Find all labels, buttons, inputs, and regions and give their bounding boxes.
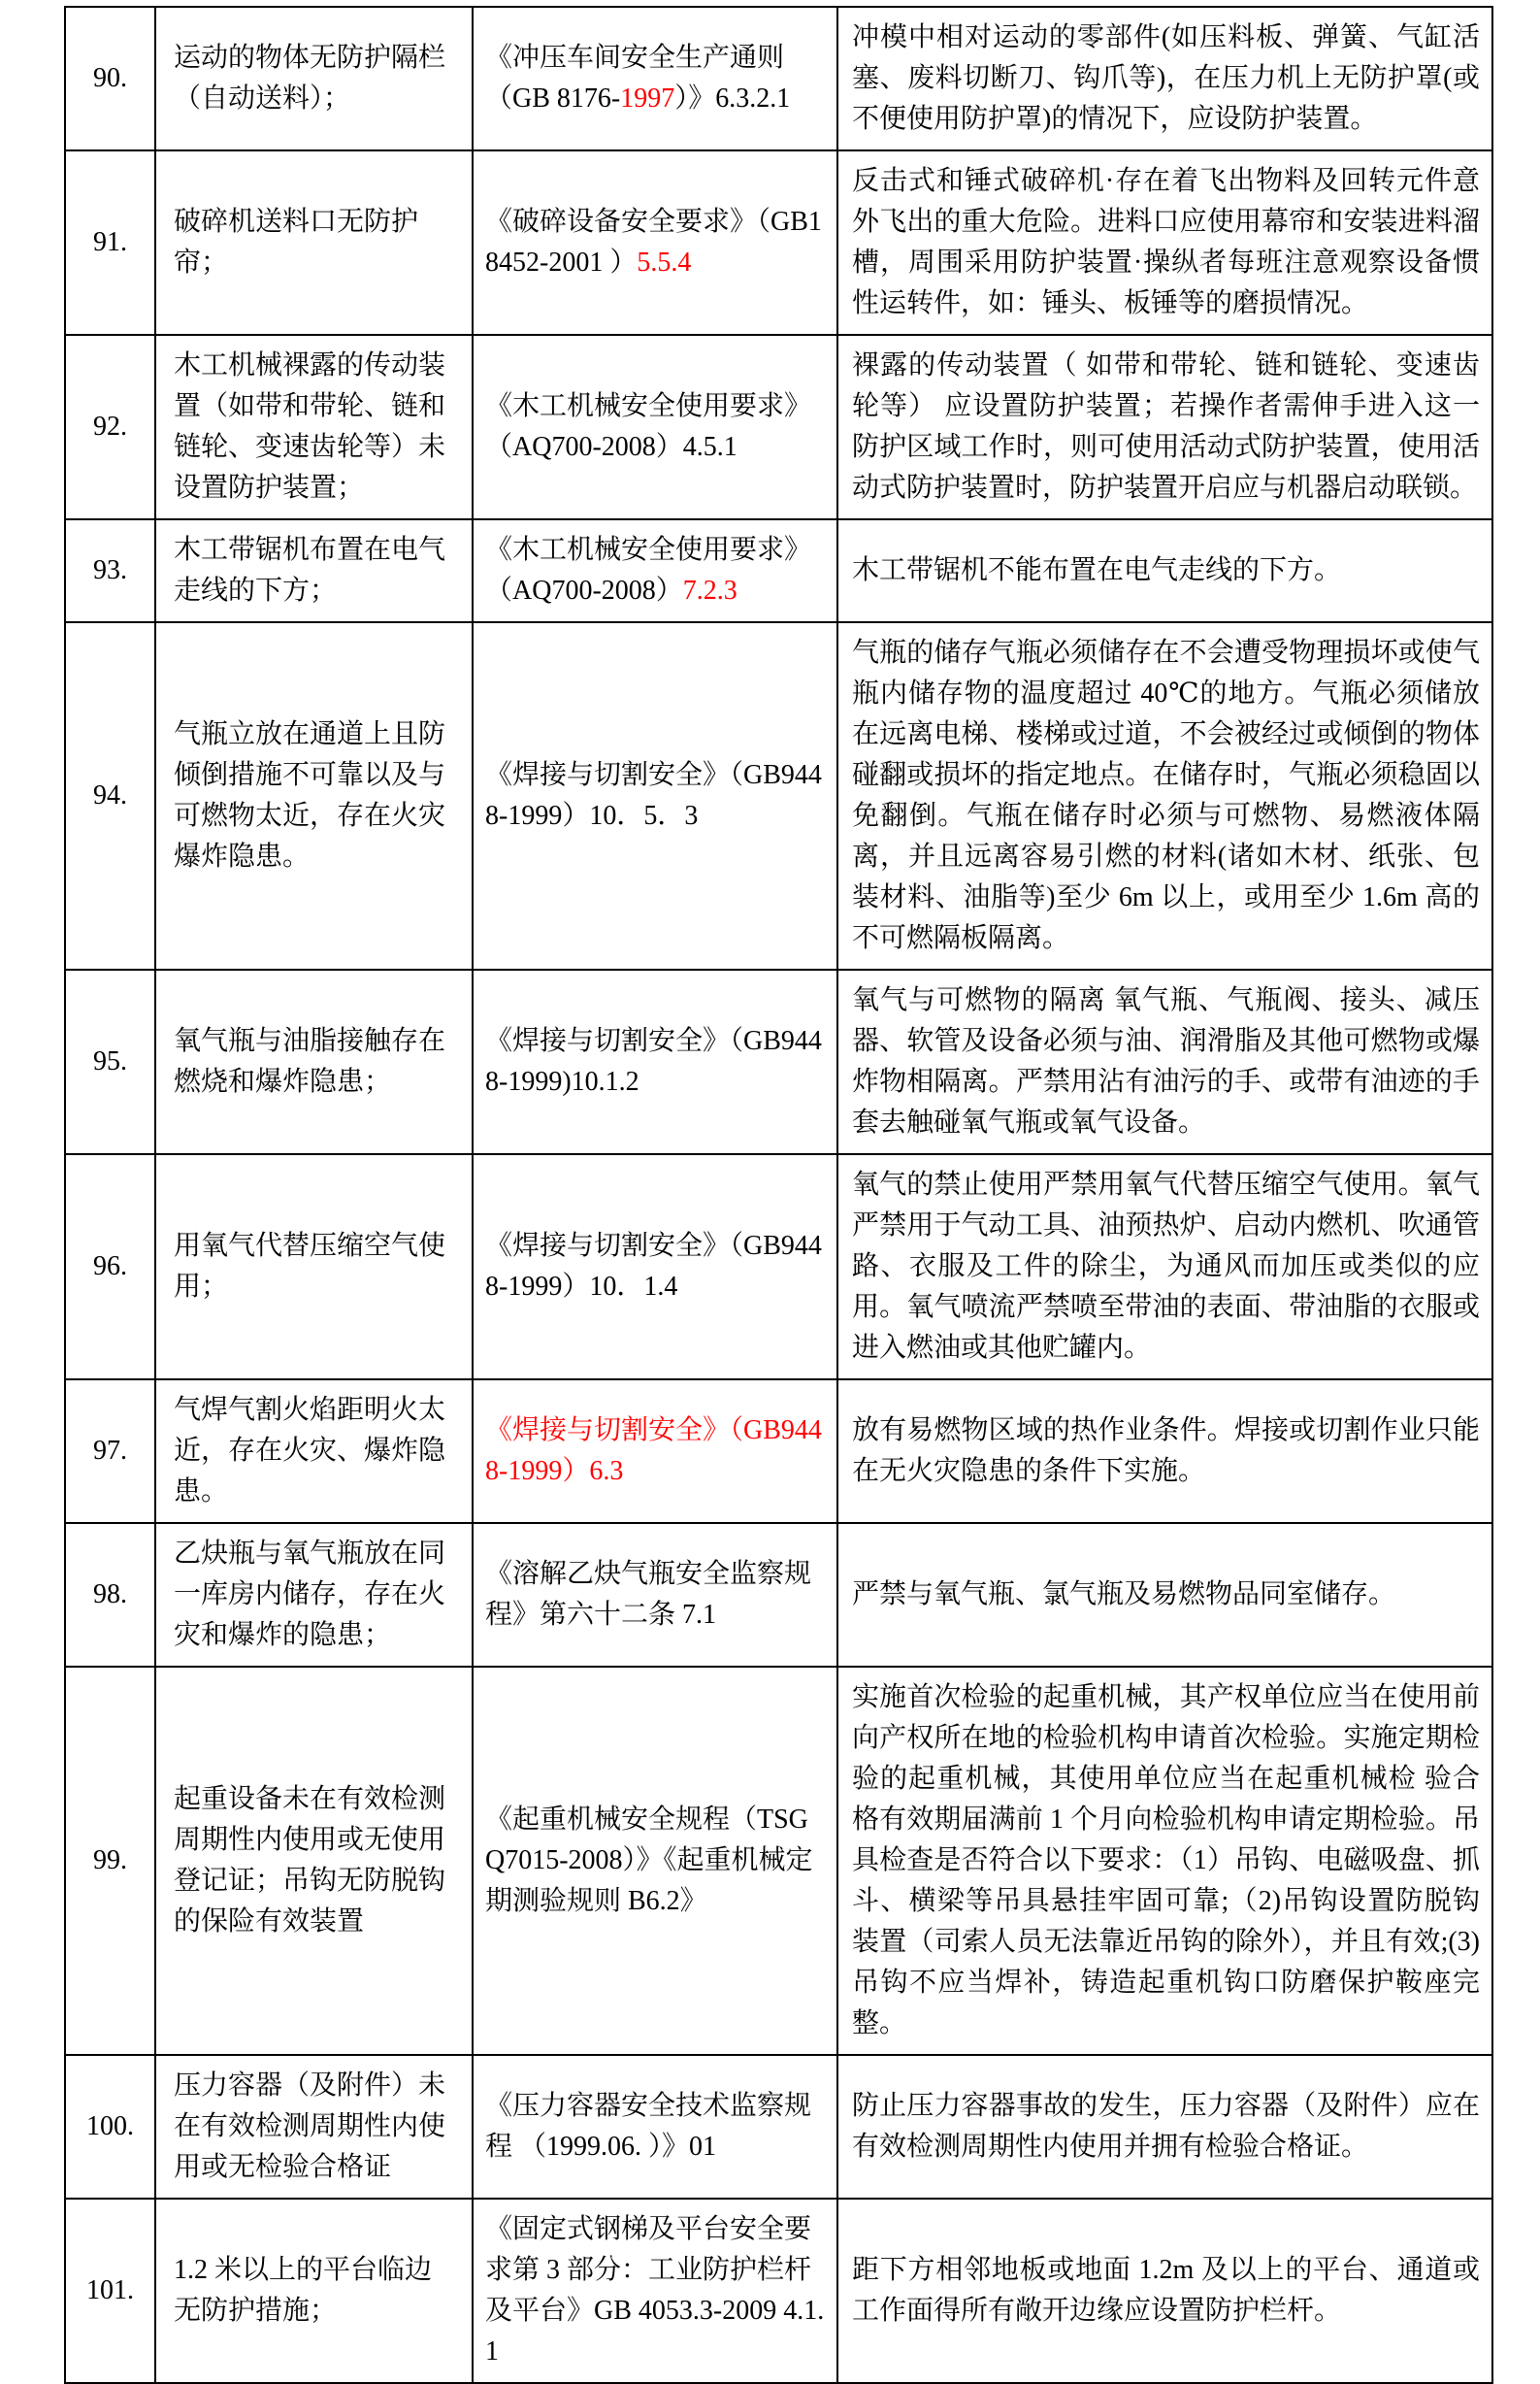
hazard-description-cell: 压力容器（及附件）未在有效检测周期性内使用或无检验合格证	[155, 2055, 473, 2199]
hazard-description-cell: 木工机械裸露的传动装置（如带和带轮、链和链轮、变速齿轮等）未设置防护装置；	[155, 335, 473, 519]
explanation-cell: 冲模中相对运动的零部件(如压料板、弹簧、气缸活塞、废料切断刀、钩爪等)，在压力机上无防护罩(或不便使用防护罩)的情况下，应设防护装置。	[837, 7, 1492, 150]
standard-reference-cell	[473, 1667, 837, 2055]
hazard-description-cell: 用氧气代替压缩空气使用；	[155, 1154, 473, 1379]
explanation-cell: 气瓶的储存气瓶必须储存在不会遭受物理损坏或使气瓶内储存物的温度超过 40℃的地方。气瓶必须储放在远离电梯、楼梯或过道，不会被经过或倾倒的物体碰翻或损坏的指定地点。在储存时，气瓶必须稳固以免翻倒。气瓶在储存时必须与可燃物、易燃液体隔离，并且远离容易引燃的材料(诸如木材、纸张、包装材料、油脂等)至少 6m 以上，或用至少 1.6m 高的不可燃隔板隔离。	[837, 622, 1492, 970]
row-number-cell: 97.	[65, 1379, 155, 1523]
standard-reference-cell	[473, 2199, 837, 2383]
explanation-cell: 氧气的禁止使用严禁用氧气代替压缩空气使用。氧气严禁用于气动工具、油预热炉、启动内燃机、吹通管路、衣服及工件的除尘，为通风而加压或类似的应用。氧气喷流严禁喷至带油的表面、带油脂的衣服或进入燃油或其他贮罐内。	[837, 1154, 1492, 1379]
row-number-cell: 95.	[65, 970, 155, 1154]
standard-reference-red-text: 1997	[620, 83, 675, 114]
row-number-cell: 90.	[65, 7, 155, 150]
standard-reference-cell	[473, 2055, 837, 2199]
explanation-cell: 裸露的传动装置（ 如带和带轮、链和链轮、变速齿轮等） 应设置防护装置；若操作者需伸手进入这一防护区域工作时，则可使用活动式防护装置，使用活动式防护装置时，防护装置开启应与机器启动联锁。	[837, 335, 1492, 519]
table-body	[65, 7, 1492, 2383]
explanation-cell: 防止压力容器事故的发生，压力容器（及附件）应在有效检测周期性内使用并拥有检验合格证。	[837, 2055, 1492, 2199]
row-number-cell: 96.	[65, 1154, 155, 1379]
row-number-cell: 100.	[65, 2055, 155, 2199]
standard-reference-cell	[473, 970, 837, 1154]
standard-reference-text: 《溶解乙炔气瓶安全监察规程》第六十二条 7.1	[485, 1559, 812, 1630]
standard-reference-cell	[473, 1154, 837, 1379]
explanation-cell: 氧气与可燃物的隔离 氧气瓶、气瓶阀、接头、减压器、软管及设备必须与油、润滑脂及其他可燃物或爆炸物相隔离。严禁用沾有油污的手、或带有油迹的手套去触碰氧气瓶或氧气设备。	[837, 970, 1492, 1154]
row-number-cell: 99.	[65, 1667, 155, 2055]
hazard-description-cell: 气焊气割火焰距明火太近，存在火灾、爆炸隐患。	[155, 1379, 473, 1523]
table-row	[65, 7, 1492, 150]
standard-reference-text: 《破碎设备安全要求》（GB18452-2001 ）	[485, 207, 822, 278]
explanation-cell: 严禁与氧气瓶、氯气瓶及易燃物品同室储存。	[837, 1523, 1492, 1667]
explanation-cell: 放有易燃物区域的热作业条件。焊接或切割作业只能在无火灾隐患的条件下实施。	[837, 1379, 1492, 1523]
hazard-description-cell: 1.2 米以上的平台临边无防护措施；	[155, 2199, 473, 2383]
table-row	[65, 335, 1492, 519]
explanation-cell: 实施首次检验的起重机械，其产权单位应当在使用前向产权所在地的检验机构申请首次检验。实施定期检验的起重机械，其使用单位应当在起重机械检 验合格有效期届满前 1 个月向检验机构申请定期检验。吊具检查是否符合以下要求：（1）吊钩、电磁吸盘、抓斗、横梁等吊具悬挂牢固可靠;（2)吊钩设置防脱钩装置（司索人员无法靠近吊钩的除外），并且有效;(3)吊钩不应当焊补，铸造起重机钩口防磨保护鞍座完整。	[837, 1667, 1492, 2055]
standard-reference-red-text: 7.2.3	[682, 576, 737, 606]
table-row	[65, 1154, 1492, 1379]
table-row	[65, 2055, 1492, 2199]
standard-reference-text: 《冲压车间安全生产通则（GB 8176-	[485, 43, 785, 114]
table-row	[65, 519, 1492, 622]
standard-reference-red-text: 《焊接与切割安全》（GB9448-1999）6.3	[485, 1415, 822, 1486]
row-number-cell: 92.	[65, 335, 155, 519]
table-row	[65, 1379, 1492, 1523]
hazard-description-cell: 气瓶立放在通道上且防倾倒措施不可靠以及与可燃物太近，存在火灾爆炸隐患。	[155, 622, 473, 970]
standard-reference-text: 《焊接与切割安全》（GB9448-1999）10．5．3	[485, 760, 822, 831]
table-row	[65, 970, 1492, 1154]
standard-reference-text: 《起重机械安全规程（TSGQ7015-2008）》《起重机械定期测验规则 B6.2》	[485, 1805, 813, 1916]
standard-reference-cell	[473, 1379, 837, 1523]
safety-hazard-table	[64, 6, 1493, 2384]
standard-reference-text: 《焊接与切割安全》（GB9448-1999）10．1.4	[485, 1231, 822, 1302]
table-row	[65, 1667, 1492, 2055]
standard-reference-text: 《焊接与切割安全》（GB9448-1999)10.1.2	[485, 1026, 822, 1097]
standard-reference-cell	[473, 519, 837, 622]
table-row	[65, 2199, 1492, 2383]
table-row	[65, 622, 1492, 970]
hazard-description-cell: 乙炔瓶与氧气瓶放在同一库房内储存，存在火灾和爆炸的隐患；	[155, 1523, 473, 1667]
standard-reference-cell	[473, 7, 837, 150]
standard-reference-text: ）》6.3.2.1	[674, 83, 791, 114]
hazard-description-cell: 运动的物体无防护隔栏（自动送料）；	[155, 7, 473, 150]
explanation-cell: 距下方相邻地板或地面 1.2m 及以上的平台、通道或工作面得所有敞开边缘应设置防护栏杆。	[837, 2199, 1492, 2383]
standard-reference-cell	[473, 335, 837, 519]
explanation-cell: 反击式和锤式破碎机·存在着飞出物料及回转元件意外飞出的重大危险。进料口应使用幕帘和安装进料溜槽，周围采用防护装置·操纵者每班注意观察设备惯性运转件，如：锤头、板锤等的磨损情况。	[837, 150, 1492, 335]
table-row	[65, 150, 1492, 335]
standard-reference-red-text: 5.5.4	[637, 248, 692, 278]
row-number-cell: 101.	[65, 2199, 155, 2383]
row-number-cell: 94.	[65, 622, 155, 970]
table-row	[65, 1523, 1492, 1667]
standard-reference-cell	[473, 622, 837, 970]
standard-reference-cell	[473, 1523, 837, 1667]
standard-reference-cell	[473, 150, 837, 335]
row-number-cell: 93.	[65, 519, 155, 622]
hazard-description-cell: 木工带锯机布置在电气走线的下方；	[155, 519, 473, 622]
hazard-description-cell: 氧气瓶与油脂接触存在燃烧和爆炸隐患；	[155, 970, 473, 1154]
standard-reference-text: 《木工机械安全使用要求》（AQ700-2008）	[485, 535, 812, 606]
standard-reference-text: 《固定式钢梯及平台安全要求第 3 部分：工业防护栏杆及平台》GB 4053.3-2009 4.1.1	[485, 2214, 825, 2367]
explanation-cell: 木工带锯机不能布置在电气走线的下方。	[837, 519, 1492, 622]
hazard-description-cell: 破碎机送料口无防护帘；	[155, 150, 473, 335]
row-number-cell: 91.	[65, 150, 155, 335]
row-number-cell: 98.	[65, 1523, 155, 1667]
hazard-description-cell: 起重设备未在有效检测周期性内使用或无使用登记证；吊钩无防脱钩的保险有效装置	[155, 1667, 473, 2055]
standard-reference-text: 《木工机械安全使用要求》（AQ700-2008）4.5.1	[485, 391, 812, 462]
standard-reference-text: 《压力容器安全技术监察规程 （1999.06. ）》01	[485, 2091, 812, 2162]
